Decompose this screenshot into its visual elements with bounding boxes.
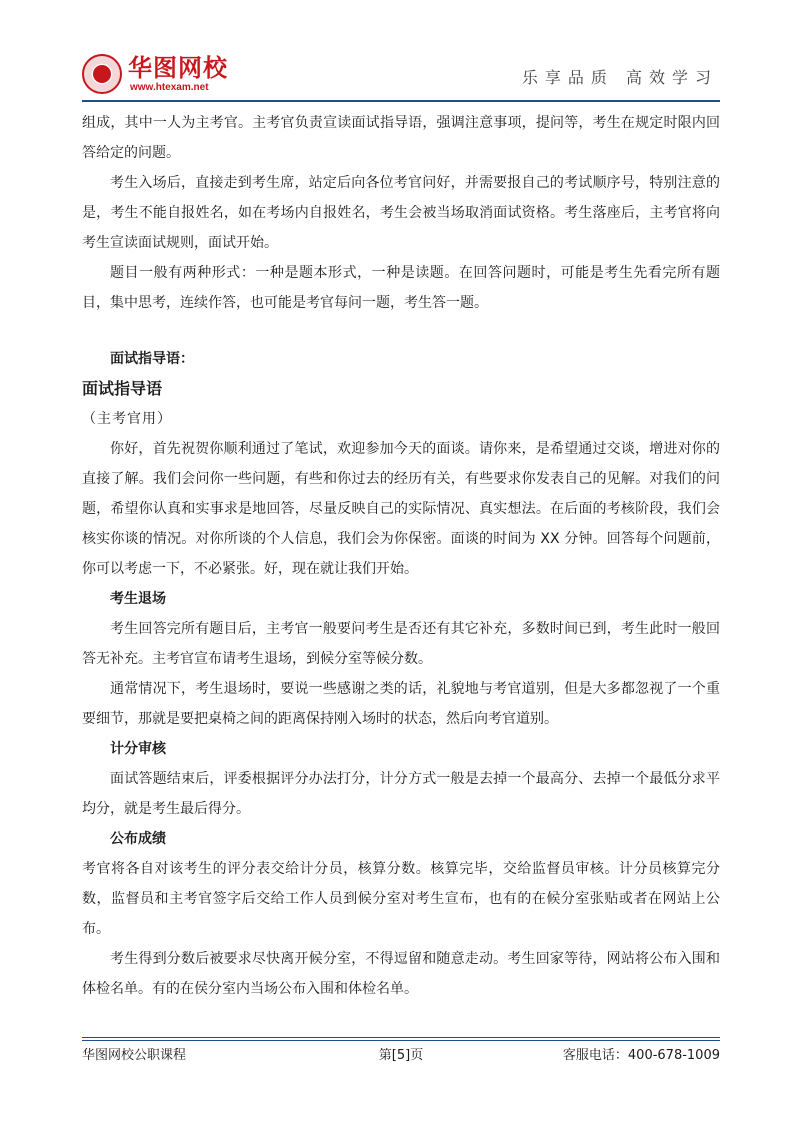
page-content: [82, 108, 720, 1004]
header-divider: [82, 100, 720, 102]
paragraph: 组成，其中一人为主考官。主考官负责宣读面试指导语，强调注意事项，提问等，考生在规定时限内回答给定的问题。: [82, 115, 720, 161]
footer-service-phone: 客服电话：400-678-1009: [562, 1048, 720, 1063]
section-heading-exit: 考生退场: [110, 591, 166, 607]
paragraph: 考生入场后，直接走到考生席，站定后向各位考官问好，并需要报自己的考试顺序号，特别注意的是，考生不能自报姓名，如在考场内自报姓名，考生会被当场取消面试资格。考生落座后，主考官将向考生宣读面试规则，面试开始。: [82, 175, 720, 251]
paragraph: 考官将各自对该考生的评分表交给计分员，核算分数。核算完毕，交给监督员审核。计分员核算完分数，监督员和主考官签字后交给工作人员到候分室对考生宣布，也有的在候分室张贴或者在网站上公布。: [82, 861, 720, 937]
paragraph: 考生回答完所有题目后，主考官一般要问考生是否还有其它补充，多数时间已到，考生此时一般回答无补充。主考官宣布请考生退场，到候分室等候分数。: [82, 621, 720, 667]
document-title: 面试指导语: [82, 379, 163, 398]
section-heading-guide: 面试指导语：: [110, 351, 194, 367]
section-heading-score: 计分审核: [110, 741, 166, 757]
section-heading-publish: 公布成绩: [110, 831, 166, 847]
paragraph: 你好，首先祝贺你顺利通过了笔试，欢迎参加今天的面谈。请你来，是希望通过交谈，增进对你的直接了解。我们会问你一些问题，有些和你过去的经历有关，有些要求你发表自己的见解。对我们的问题，希望你认真和实事求是地回答，尽量反映自己的实际情况、真实想法。在后面的考核阶段，我们会核实你谈的情况。对你所谈的个人信息，我们会为你保密。面谈的时间为 XX 分钟。回答每个问题前，你可以考虑一下，不必紧张。好，现在就让我们开始。: [82, 441, 720, 577]
paragraph: 面试答题结束后，评委根据评分办法打分，计分方式一般是去掉一个最高分、去掉一个最低分求平均分，就是考生最后得分。: [82, 771, 720, 817]
paragraph: 考生得到分数后被要求尽快离开候分室，不得逗留和随意走动。考生回家等待，网站将公布入围和体检名单。有的在侯分室内当场公布入围和体检名单。: [82, 951, 720, 997]
page-footer: [82, 1046, 720, 1066]
footer-divider: [82, 1037, 720, 1038]
page-header: [82, 50, 720, 100]
page-number: 第[5]页: [378, 1048, 424, 1063]
footer-divider-secondary: [82, 1040, 720, 1041]
document-subtitle: （主考官用）: [82, 411, 172, 427]
paragraph: 通常情况下，考生退场时，要说一些感谢之类的话，礼貌地与考官道别，但是大多都忽视了一个重要细节，那就是要把桌椅之间的距离保持刚入场时的状态，然后向考官道别。: [82, 681, 720, 727]
logo-seal-icon: [82, 54, 122, 94]
logo-url: www.htexam.net: [130, 82, 209, 93]
paragraph: 题目一般有两种形式：一种是题本形式，一种是读题。在回答问题时，可能是考生先看完所有题目，集中思考，连续作答，也可能是考官每问一题，考生答一题。: [82, 265, 720, 311]
footer-course-name: 华图网校公职课程: [82, 1048, 187, 1063]
header-slogan: 乐享品质 高效学习: [521, 68, 718, 87]
logo-text: 华图网校: [128, 54, 228, 82]
